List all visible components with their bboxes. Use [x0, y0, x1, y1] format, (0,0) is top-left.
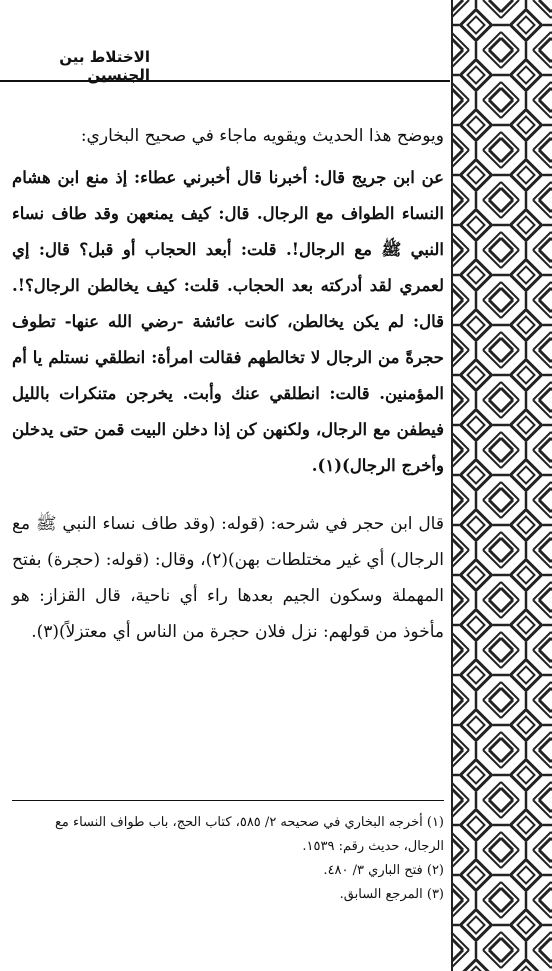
footnote-1: (١) أخرجه البخاري في صحيحه ٢/ ٥٨٥، كتاب الحج، باب طواف النساء مع الرجال، حديث رقم: ١٥٣٩. [54, 815, 444, 854]
paragraph-commentary: قال ابن حجر في شرحه: (قوله: (وقد طاف نساء النبي ﷺ مع الرجال) أي غير مختلطات بهن)(٢)، وقال: (قوله: (حجرة) بفتح المهملة وسكون الجيم بعدها راء أي ناحية، قال القزاز: هو مأخوذ من قولهم: نزل فلان حجرة من الناس أي معتزلاً)(٣). [12, 514, 444, 642]
running-header [0, 44, 450, 82]
footnote-3: (٣) المرجع السابق. [339, 887, 444, 902]
main-text [12, 118, 444, 650]
knot-pattern-icon [451, 0, 552, 971]
decorative-knot-border [451, 0, 552, 971]
footnotes [12, 800, 444, 907]
header-title: الاختلاط بين الجنسين [59, 48, 150, 84]
paragraph-intro: ويوضح هذا الحديث ويقويه ماجاء في صحيح البخاري: [80, 126, 444, 146]
paragraph-hadith: عن ابن جريج قال: أخبرنا قال أخبرني عطاء: إذ منع ابن هشام النساء الطواف مع الرجال. قال: كيف يمنعهن وقد طاف نساء النبي ﷺ مع الرجال!. قلت: أبعد الحجاب أو قبل؟ قال: إي لعمري لقد أدركته بعد الحجاب. قلت: كيف يخالطن الرجال؟!. قال: لم يكن يخالطن، كانت عائشة -رضي الله عنها- تطوف حجرةً من الرجال لا تخالطهم فقالت امرأة: انطلقي نستلم يا أم المؤمنين. قالت: انطلقي عنك وأبت. يخرجن متنكرات بالليل فيطفن مع الرجال، ولكنهن كن إذا دخلن البيت قمن حتى يدخلن وأخرج الرجال)(١). [12, 168, 444, 475]
footnote-2: (٢) فتح الباري ٣/ ٤٨٠. [323, 863, 444, 878]
